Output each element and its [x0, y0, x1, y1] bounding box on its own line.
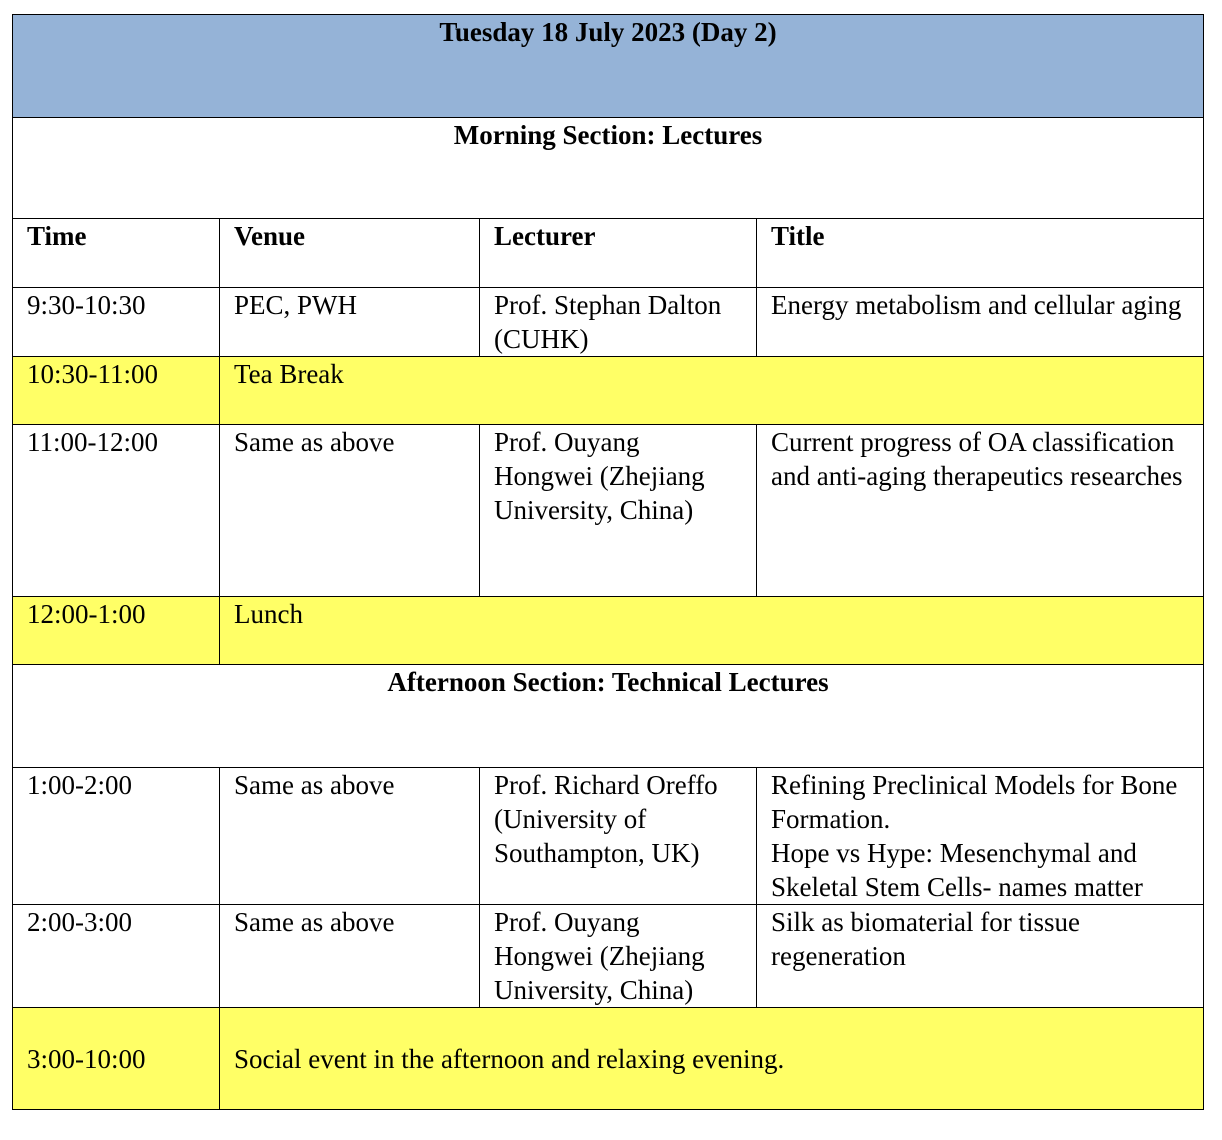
row-venue: Same as above — [220, 768, 480, 905]
row-lecturer: Prof. Ouyang Hongwei (Zhejiang University, China) — [480, 425, 757, 597]
table-row — [13, 425, 1204, 597]
row-time: 10:30-11:00 — [13, 357, 220, 425]
row-venue: Same as above — [220, 425, 480, 597]
day-title: Tuesday 18 July 2023 (Day 2) — [13, 15, 1204, 118]
row-activity: Tea Break — [220, 357, 1204, 425]
table-row — [13, 768, 1204, 905]
row-venue: Same as above — [220, 905, 480, 1008]
table-row — [13, 905, 1204, 1008]
row-time: 11:00-12:00 — [13, 425, 220, 597]
row-time: 9:30-10:30 — [13, 288, 220, 357]
header-title: Title — [757, 219, 1204, 288]
row-venue: PEC, PWH — [220, 288, 480, 357]
morning-section-heading: Morning Section: Lectures — [13, 118, 1204, 219]
row-title: Current progress of OA classification and anti-aging therapeutics researches — [757, 425, 1204, 597]
column-header-row — [13, 219, 1204, 288]
row-time: 2:00-3:00 — [13, 905, 220, 1008]
row-lecturer: Prof. Stephan Dalton (CUHK) — [480, 288, 757, 357]
row-time: 3:00-10:00 — [13, 1008, 220, 1110]
row-title: Silk as biomaterial for tissue regeneration — [757, 905, 1204, 1008]
header-lecturer: Lecturer — [480, 219, 757, 288]
row-lecturer: Prof. Richard Oreffo (University of Southampton, UK) — [480, 768, 757, 905]
tea-break-row — [13, 357, 1204, 425]
afternoon-section-row — [13, 665, 1204, 768]
morning-section-row — [13, 118, 1204, 219]
day-title-row — [13, 15, 1204, 118]
row-activity: Social event in the afternoon and relaxing evening. — [220, 1008, 1204, 1110]
row-title: Energy metabolism and cellular aging — [757, 288, 1204, 357]
row-title: Refining Preclinical Models for Bone Formation. Hope vs Hype: Mesenchymal and Skeletal Stem Cells- names matter — [757, 768, 1204, 905]
row-activity: Lunch — [220, 597, 1204, 665]
header-venue: Venue — [220, 219, 480, 288]
lunch-row — [13, 597, 1204, 665]
header-time: Time — [13, 219, 220, 288]
afternoon-section-heading: Afternoon Section: Technical Lectures — [13, 665, 1204, 768]
table-row — [13, 288, 1204, 357]
row-time: 12:00-1:00 — [13, 597, 220, 665]
schedule-table — [12, 14, 1204, 1110]
row-time: 1:00-2:00 — [13, 768, 220, 905]
social-event-row — [13, 1008, 1204, 1110]
row-lecturer: Prof. Ouyang Hongwei (Zhejiang University, China) — [480, 905, 757, 1008]
